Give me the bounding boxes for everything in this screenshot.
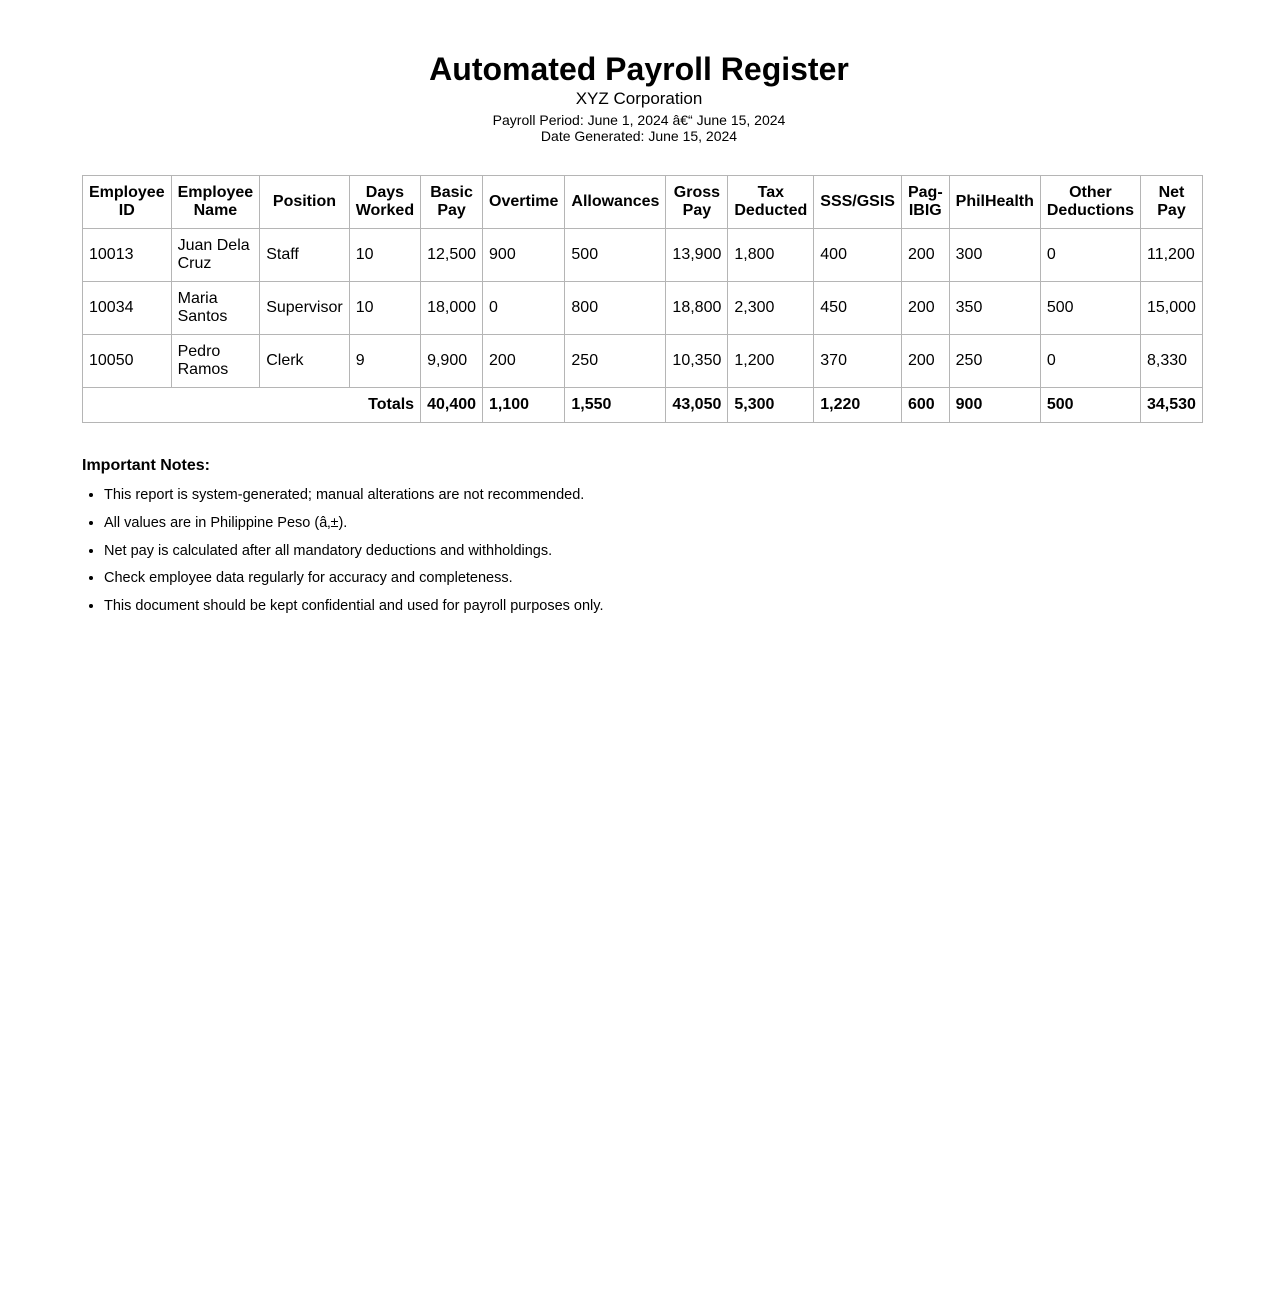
col-other-deductions: Other Deductions bbox=[1040, 176, 1140, 229]
table-body bbox=[83, 229, 1203, 423]
cell-gross-pay: 10,350 bbox=[666, 335, 728, 388]
cell-employee-name: Pedro Ramos bbox=[171, 335, 260, 388]
col-philhealth: PhilHealth bbox=[949, 176, 1040, 229]
cell-philhealth: 250 bbox=[949, 335, 1040, 388]
total-net-pay: 34,530 bbox=[1140, 388, 1202, 423]
col-tax-deducted: Tax Deducted bbox=[728, 176, 814, 229]
total-sss-gsis: 1,220 bbox=[814, 388, 902, 423]
cell-pag-ibig: 200 bbox=[901, 229, 949, 282]
total-basic-pay: 40,400 bbox=[421, 388, 483, 423]
cell-overtime: 900 bbox=[483, 229, 565, 282]
total-tax-deducted: 5,300 bbox=[728, 388, 814, 423]
cell-net-pay: 8,330 bbox=[1140, 335, 1202, 388]
cell-net-pay: 11,200 bbox=[1140, 229, 1202, 282]
note-item: • All values are in Philippine Peso (â‚±). bbox=[104, 514, 1182, 532]
total-pag-ibig: 600 bbox=[901, 388, 949, 423]
header-row bbox=[83, 176, 1203, 229]
note-item: • Net pay is calculated after all mandatory deductions and withholdings. bbox=[104, 542, 1182, 560]
cell-days-worked: 10 bbox=[349, 282, 420, 335]
table-header bbox=[83, 176, 1203, 229]
notes-list bbox=[82, 486, 1182, 615]
col-basic-pay: Basic Pay bbox=[421, 176, 483, 229]
report-header bbox=[0, 50, 1278, 144]
table-row bbox=[83, 282, 1203, 335]
cell-employee-id: 10050 bbox=[83, 335, 172, 388]
cell-sss-gsis: 400 bbox=[814, 229, 902, 282]
col-days-worked: Days Worked bbox=[349, 176, 420, 229]
table-row bbox=[83, 229, 1203, 282]
cell-overtime: 200 bbox=[483, 335, 565, 388]
cell-philhealth: 350 bbox=[949, 282, 1040, 335]
cell-other-deductions: 0 bbox=[1040, 335, 1140, 388]
notes-section bbox=[82, 456, 1182, 625]
cell-gross-pay: 18,800 bbox=[666, 282, 728, 335]
cell-net-pay: 15,000 bbox=[1140, 282, 1202, 335]
col-employee-name: Employee Name bbox=[171, 176, 260, 229]
cell-days-worked: 10 bbox=[349, 229, 420, 282]
cell-employee-id: 10013 bbox=[83, 229, 172, 282]
col-position: Position bbox=[260, 176, 350, 229]
total-allowances: 1,550 bbox=[565, 388, 666, 423]
col-gross-pay: Gross Pay bbox=[666, 176, 728, 229]
note-item: • This report is system-generated; manual alterations are not recommended. bbox=[104, 486, 1182, 504]
cell-pag-ibig: 200 bbox=[901, 282, 949, 335]
total-philhealth: 900 bbox=[949, 388, 1040, 423]
cell-other-deductions: 0 bbox=[1040, 229, 1140, 282]
cell-gross-pay: 13,900 bbox=[666, 229, 728, 282]
col-sss-gsis: SSS/GSIS bbox=[814, 176, 902, 229]
cell-overtime: 0 bbox=[483, 282, 565, 335]
cell-tax-deducted: 2,300 bbox=[728, 282, 814, 335]
cell-position: Staff bbox=[260, 229, 350, 282]
cell-employee-name: Juan Dela Cruz bbox=[171, 229, 260, 282]
note-item: • Check employee data regularly for accuracy and completeness. bbox=[104, 569, 1182, 587]
total-overtime: 1,100 bbox=[483, 388, 565, 423]
date-generated: Date Generated: June 15, 2024 bbox=[540, 128, 738, 144]
cell-pag-ibig: 200 bbox=[901, 335, 949, 388]
cell-basic-pay: 12,500 bbox=[421, 229, 483, 282]
totals-row bbox=[83, 388, 1203, 423]
cell-allowances: 800 bbox=[565, 282, 666, 335]
payroll-period: Payroll Period: June 1, 2024 â€“ June 15, 2024 bbox=[492, 112, 786, 128]
totals-label: Totals bbox=[83, 388, 421, 423]
note-item: • This document should be kept confidential and used for payroll purposes only. bbox=[104, 597, 1182, 615]
cell-employee-id: 10034 bbox=[83, 282, 172, 335]
cell-allowances: 250 bbox=[565, 335, 666, 388]
company-name: XYZ Corporation bbox=[575, 89, 703, 108]
cell-basic-pay: 9,900 bbox=[421, 335, 483, 388]
cell-allowances: 500 bbox=[565, 229, 666, 282]
table-row bbox=[83, 335, 1203, 388]
col-allowances: Allowances bbox=[565, 176, 666, 229]
payroll-table bbox=[82, 175, 1203, 423]
cell-tax-deducted: 1,800 bbox=[728, 229, 814, 282]
cell-other-deductions: 500 bbox=[1040, 282, 1140, 335]
cell-basic-pay: 18,000 bbox=[421, 282, 483, 335]
cell-days-worked: 9 bbox=[349, 335, 420, 388]
total-gross-pay: 43,050 bbox=[666, 388, 728, 423]
cell-philhealth: 300 bbox=[949, 229, 1040, 282]
cell-position: Supervisor bbox=[260, 282, 350, 335]
cell-position: Clerk bbox=[260, 335, 350, 388]
page-title: Automated Payroll Register bbox=[429, 51, 849, 87]
cell-employee-name: Maria Santos bbox=[171, 282, 260, 335]
col-net-pay: Net Pay bbox=[1140, 176, 1202, 229]
col-overtime: Overtime bbox=[483, 176, 565, 229]
col-employee-id: Employee ID bbox=[83, 176, 172, 229]
notes-heading: Important Notes: bbox=[82, 457, 210, 474]
cell-sss-gsis: 450 bbox=[814, 282, 902, 335]
col-pag-ibig: Pag-IBIG bbox=[901, 176, 949, 229]
cell-sss-gsis: 370 bbox=[814, 335, 902, 388]
cell-tax-deducted: 1,200 bbox=[728, 335, 814, 388]
total-other-deductions: 500 bbox=[1040, 388, 1140, 423]
